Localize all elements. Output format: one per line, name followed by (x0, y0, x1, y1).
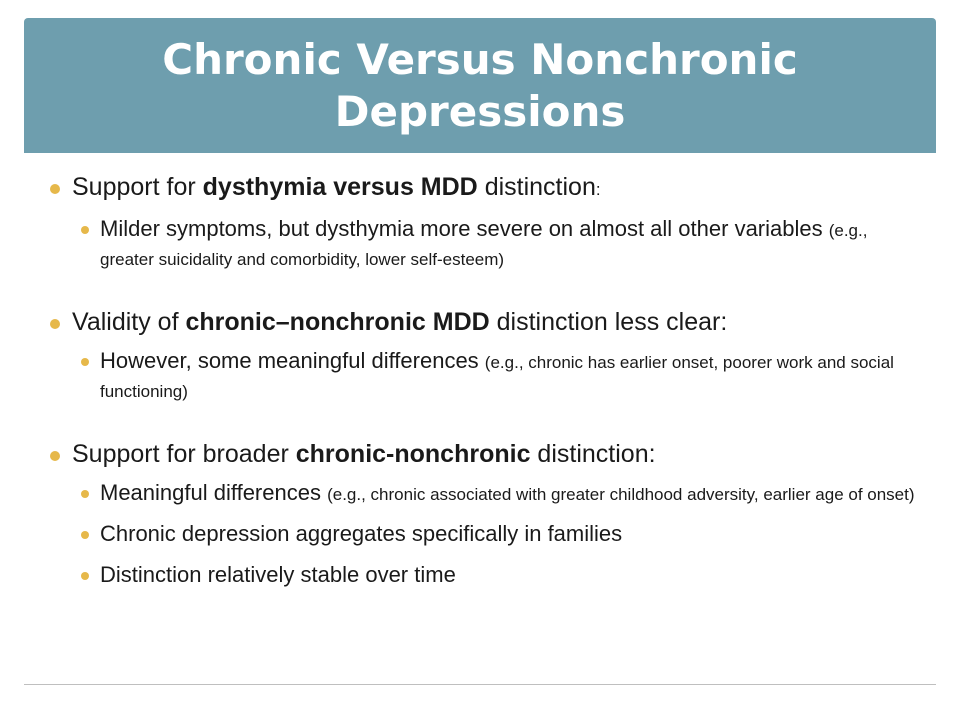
sub-bullet-main: Distinction relatively stable over time (100, 562, 456, 587)
sub-bullet-main: Chronic depression aggregates specifically in families (100, 521, 623, 546)
sub-bullet-note: (e.g., chronic associated with greater childhood adversity, earlier age of onset) (327, 485, 915, 504)
bullet-text-pre: Validity of (72, 308, 186, 336)
sub-bullet-meaningful-differences-broader (81, 479, 920, 508)
bullet-text-bold: chronic-nonchronic (295, 440, 531, 468)
bullet-chronic-nonchronic-mdd (50, 307, 920, 337)
footer-divider (24, 684, 936, 685)
bullet-dysthymia-vs-mdd (50, 172, 920, 205)
sub-bullet-milder-symptoms (81, 215, 920, 273)
bullet-text-post: distinction (477, 173, 596, 201)
bullet-text-pre: Support for (72, 173, 203, 201)
bullet-broader-chronic-nonchronic (50, 439, 920, 469)
bullet-text-pre: Support for broader (72, 440, 296, 468)
sub-bullet-stable-over-time (81, 561, 920, 588)
sub-bullet-meaningful-differences (81, 347, 920, 405)
bullet-text-post: distinction: (530, 440, 656, 468)
title-bar (24, 18, 936, 153)
sub-bullet-main: However, some meaningful differences (100, 348, 485, 373)
sub-bullet-note: (e.g., greater suicidality and comorbidity, lower self-esteem) (100, 221, 868, 269)
bullet-text-bold: dysthymia versus MDD (202, 173, 478, 201)
bullet-text-bold: chronic–nonchronic MDD (185, 308, 490, 336)
sub-bullet-note: (e.g., chronic has earlier onset, poorer work and social functioning) (100, 353, 894, 401)
bullet-text-colon: : (595, 180, 601, 199)
sub-bullet-main: Meaningful differences (100, 480, 328, 505)
slide-title: Chronic Versus Nonchronic Depressions (162, 34, 798, 136)
slide-content (50, 172, 920, 588)
sub-bullet-aggregates-in-families (81, 520, 920, 547)
sub-bullet-main: Milder symptoms, but dysthymia more severe on almost all other variables (100, 216, 829, 241)
bullet-text-post: distinction less clear: (489, 308, 728, 336)
